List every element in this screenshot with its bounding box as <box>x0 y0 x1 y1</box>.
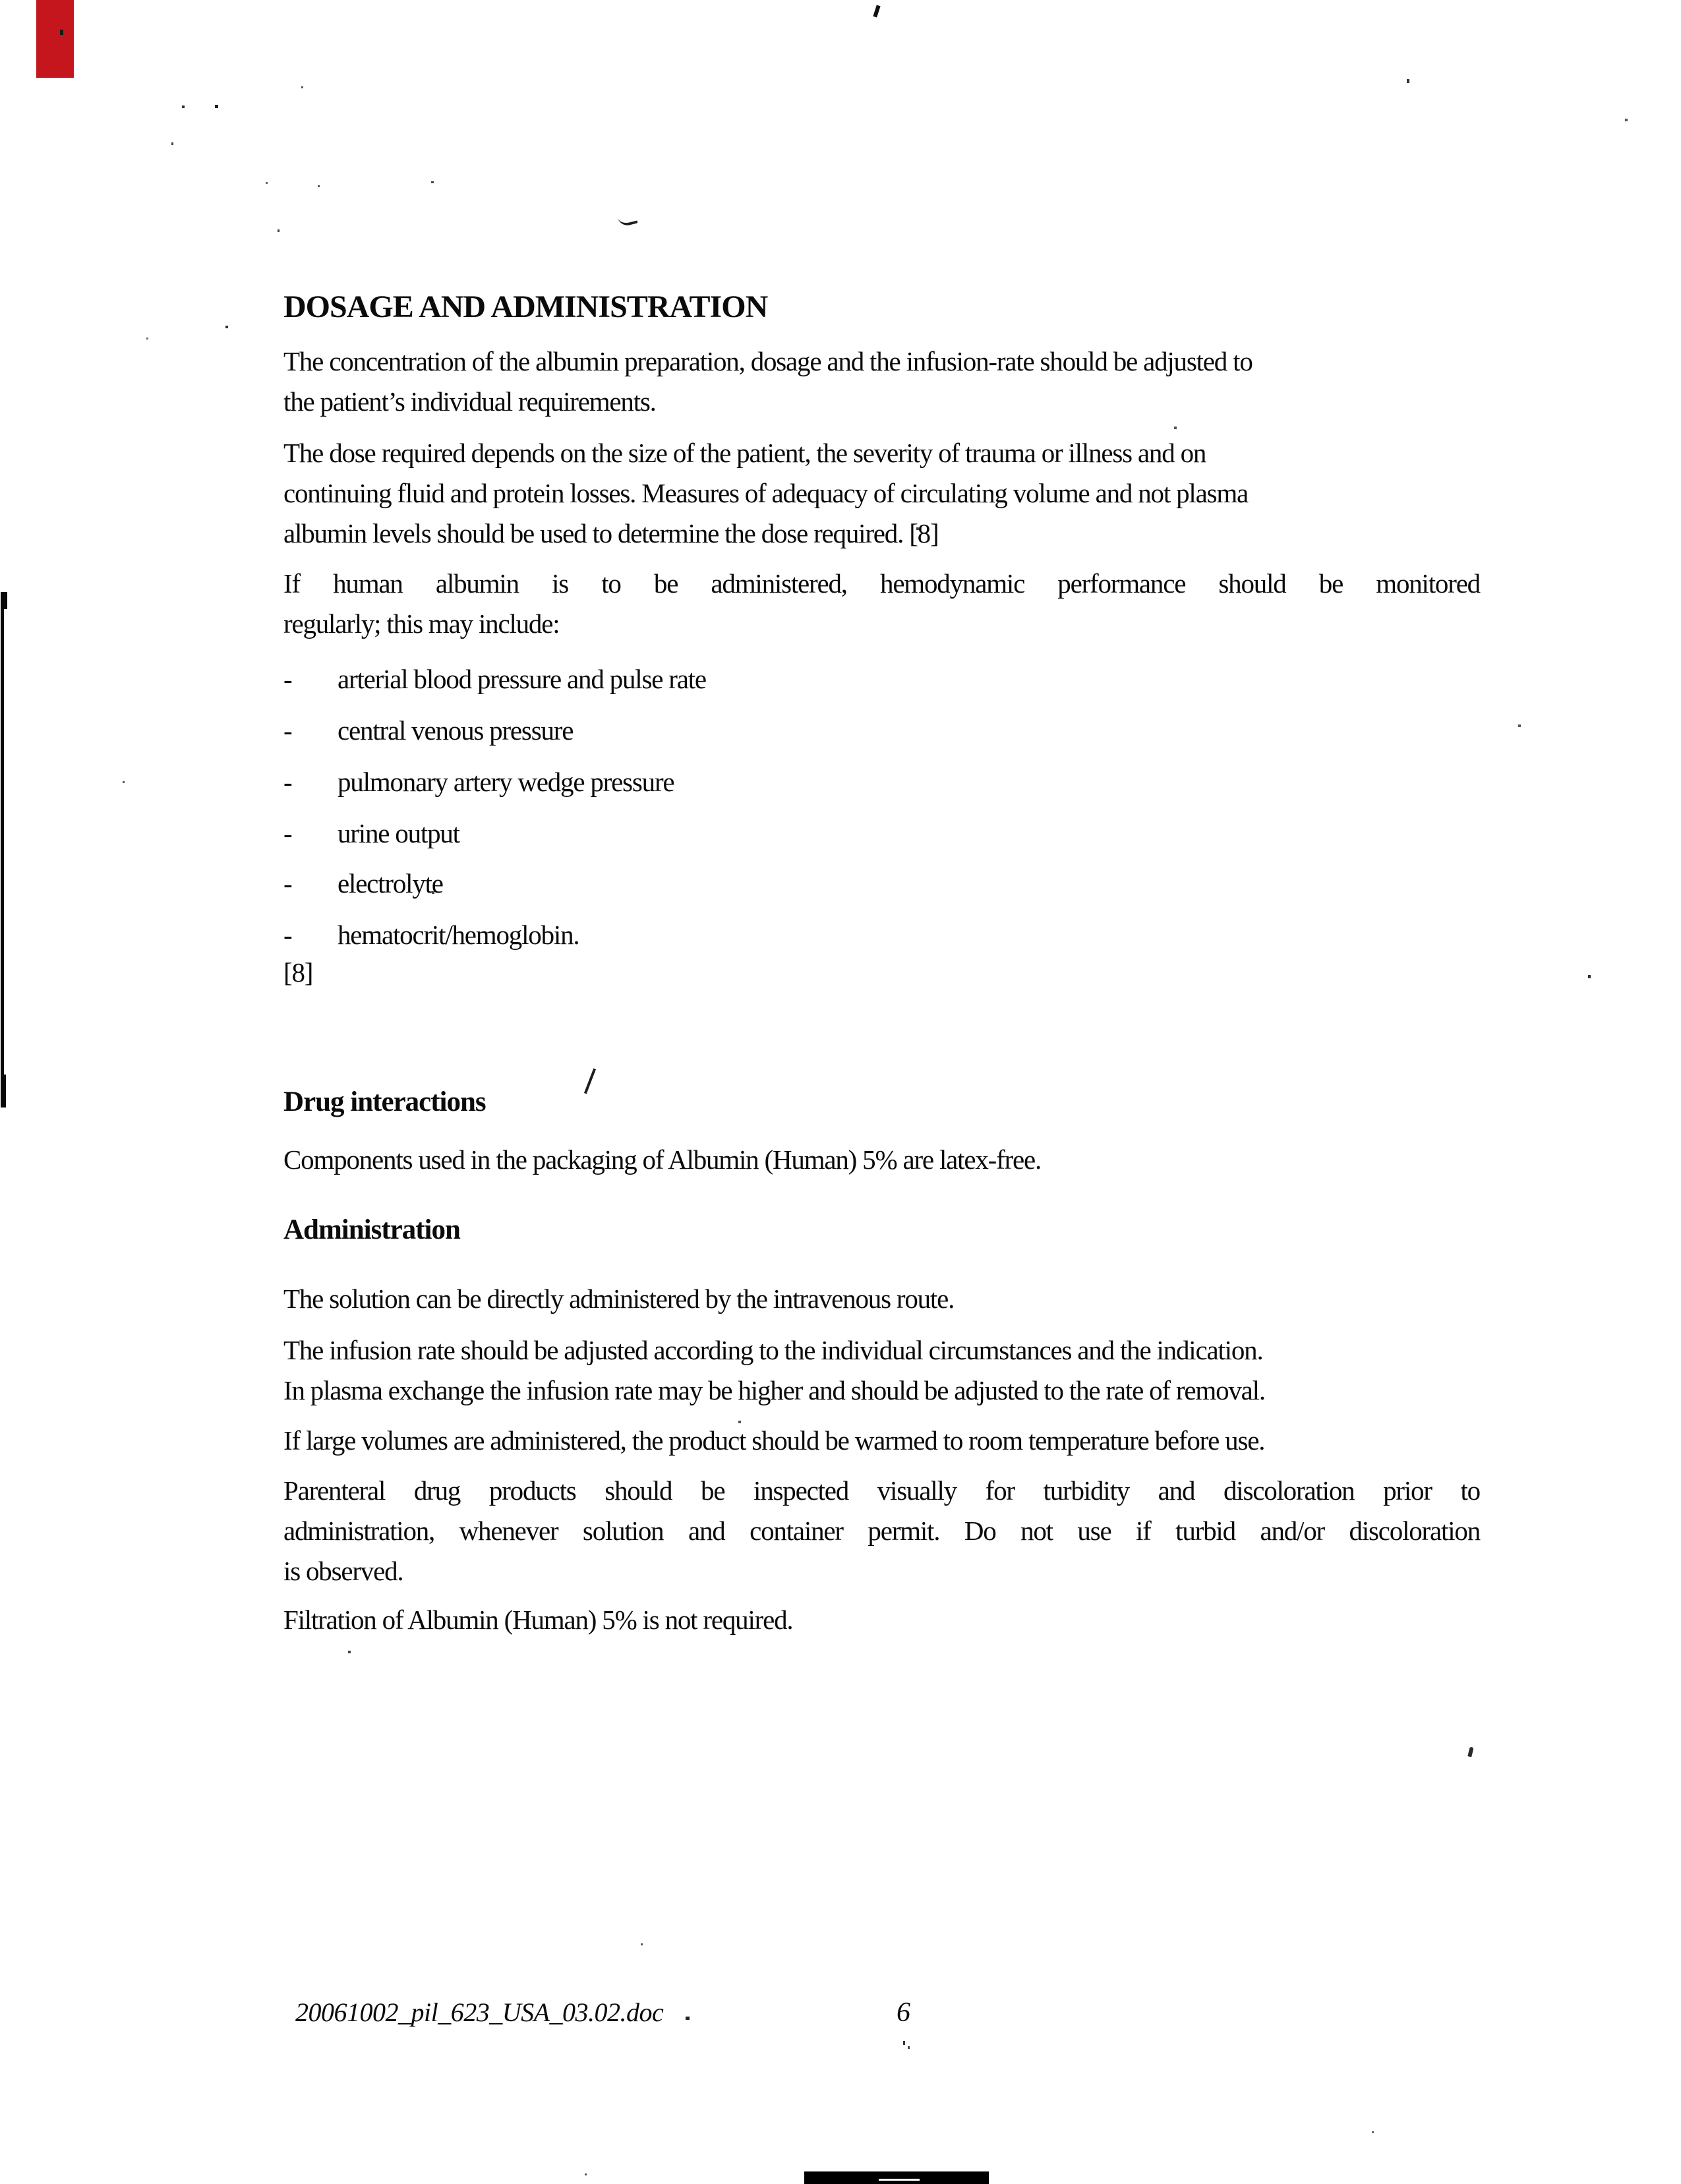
paragraph <box>283 564 1480 644</box>
bullet-dash: - <box>283 767 293 797</box>
paragraph-line: The infusion rate should be adjusted according to the individual circumstances and the indication. <box>283 1335 1263 1365</box>
scan-speck <box>266 182 268 184</box>
paragraph <box>283 1421 1480 1461</box>
scan-speck <box>1372 2131 1374 2133</box>
bullet-item <box>283 813 1480 854</box>
scan-apostrophe-mark <box>1467 1746 1473 1757</box>
paragraph-line: In plasma exchange the infusion rate may be higher and should be adjusted to the rate of removal. <box>283 1375 1265 1405</box>
document-title <box>283 290 1480 324</box>
bullet-text: arterial blood pressure and pulse rate <box>338 664 706 694</box>
paragraph-line: The solution can be directly administered by the intravenous route. <box>283 1284 955 1314</box>
paragraph <box>283 1279 1480 1319</box>
left-margin-line <box>1 1075 6 1107</box>
paragraph-line: Filtration of Albumin (Human) 5% is not required. <box>283 1605 793 1635</box>
paragraph-line: administration, whenever solution and container permit. Do not use if turbid and/or discoloration <box>283 1516 1480 1546</box>
bullet-dash: - <box>283 868 293 899</box>
bullet-text: electrolyte <box>338 868 443 899</box>
scan-speck <box>431 181 434 183</box>
paragraph <box>283 1600 1480 1640</box>
bullet-dash: - <box>283 920 293 950</box>
scan-speck <box>903 2041 905 2045</box>
paragraph-line: albumin levels should be used to determine the dose required. [8] <box>283 518 939 548</box>
scan-speck <box>318 185 320 187</box>
scan-speck <box>182 105 185 108</box>
scan-speck <box>1625 119 1628 121</box>
bottom-black-bar <box>804 2171 989 2184</box>
scan-squiggle-mark <box>617 213 637 227</box>
red-margin-mark <box>36 0 74 78</box>
scan-speck <box>60 30 63 35</box>
scan-speck <box>908 2046 910 2049</box>
scan-speck <box>1588 975 1591 978</box>
left-margin-line <box>1 592 4 1107</box>
bullet-item <box>283 915 1480 955</box>
paragraph-line: If human albumin is to be administered, hemodynamic performance should be monitored <box>283 568 1480 599</box>
page-footer <box>0 1996 1681 2036</box>
scan-speck <box>278 229 280 232</box>
paragraph <box>283 341 1480 422</box>
bullet-item <box>283 864 1480 904</box>
paragraph-line: The dose required depends on the size of the patient, the severity of trauma or illness and on <box>283 438 1206 468</box>
paragraph <box>283 953 1480 993</box>
scan-speck <box>301 86 303 88</box>
footer-page-number: 6 <box>897 1997 910 2028</box>
paragraph-line: If large volumes are administered, the product should be warmed to room temperature before use. <box>283 1425 1265 1456</box>
section-heading <box>283 1213 1480 1247</box>
bullet-text: pulmonary artery wedge pressure <box>338 767 674 797</box>
scan-speck <box>146 338 148 339</box>
paragraph-line: Components used in the packaging of Albumin (Human) 5% are latex-free. <box>283 1144 1042 1175</box>
paragraph-line: Parenteral drug products should be inspected visually for turbidity and discoloration prior to <box>283 1475 1480 1506</box>
scan-speck <box>1518 724 1521 727</box>
bullet-dash: - <box>283 715 293 746</box>
bullet-text: central venous pressure <box>338 715 574 746</box>
scan-speck <box>1174 427 1177 429</box>
bullet-dash: - <box>283 664 293 694</box>
paragraph-line: continuing fluid and protein losses. Measures of adequacy of circulating volume and not plasma <box>283 478 1249 508</box>
paragraph-line: The concentration of the albumin preparation, dosage and the infusion-rate should be adjusted to <box>283 346 1253 376</box>
scan-speck <box>641 1943 643 1945</box>
heading-text: DOSAGE AND ADMINISTRATION <box>283 289 768 324</box>
bullet-item <box>283 762 1480 802</box>
scan-speck <box>225 326 228 328</box>
bullet-item <box>283 659 1480 699</box>
scan-speck <box>171 142 173 145</box>
heading-text: Administration <box>283 1214 460 1245</box>
paragraph <box>283 1471 1480 1591</box>
paragraph-line: is observed. <box>283 1556 403 1586</box>
bullet-item <box>283 711 1480 751</box>
scan-speck <box>585 2173 587 2175</box>
footer-filename: 20061002_pil_623_USA_03.02.doc <box>295 1997 664 2027</box>
scan-speck <box>1407 79 1409 83</box>
bottom-bar-white-dash <box>879 2179 920 2181</box>
heading-text: Drug interactions <box>283 1086 486 1117</box>
bullet-text: hematocrit/hemoglobin. <box>338 920 579 950</box>
paragraph <box>283 433 1480 554</box>
bullet-text: urine output <box>338 818 459 848</box>
paragraph-line: regularly; this may include: <box>283 608 560 639</box>
scan-speck <box>348 1651 351 1653</box>
scan-speck <box>123 781 125 783</box>
section-heading <box>283 1085 1480 1119</box>
scan-speck <box>873 5 880 18</box>
scan-speck <box>215 105 218 108</box>
paragraph-line: the patient’s individual requirements. <box>283 386 656 417</box>
paragraph <box>283 1330 1480 1411</box>
left-margin-line <box>1 592 7 609</box>
paragraph <box>283 1140 1480 1180</box>
paragraph-line: [8] <box>283 957 313 988</box>
bullet-dash: - <box>283 818 293 848</box>
